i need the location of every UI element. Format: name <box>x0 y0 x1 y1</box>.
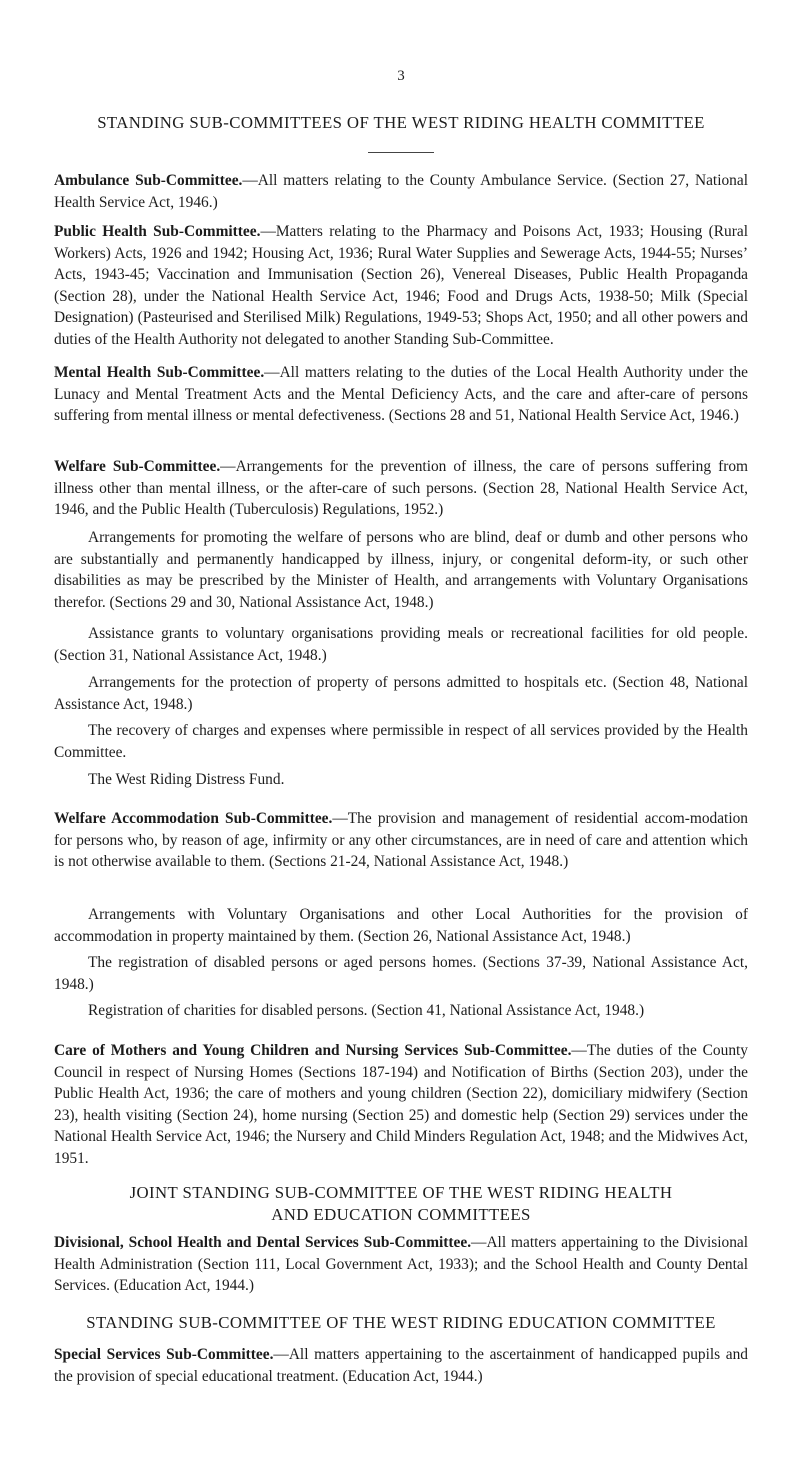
paragraph-registration-homes: The registration of disabled persons or aged persons homes. (Sections 37-39, National Assistance Act, 1948.) <box>54 954 748 993</box>
heading-health-committee: STANDING SUB-COMMITTEES OF THE WEST RIDING HEALTH COMMITTEE <box>97 113 705 132</box>
paragraph-mental-health: Mental Health Sub-Committee.—All matters relating to the duties of the Local Health Authority under the Lunacy and Mental Treatment Acts and the Mental Deficiency Acts, and the care and after-care of persons suffering from mental illness or mental defectiveness. (Sections 28 and 51, National Health Service Act, 1946.) <box>54 364 748 425</box>
paragraph-registration-charities: Registration of charities for disabled persons. (Section 41, National Assistance Act, 1948.) <box>88 1002 645 1019</box>
paragraph-public-health: Public Health Sub-Committee.—Matters relating to the Pharmacy and Poisons Act, 1933; Housing (Rural Workers) Acts, 1926 and 1942; Housing Act, 1936; Rural Water Supplies and Sewerage Acts, 1944-55; Nurses’ Acts, 1943-45; Vaccination and Immunisation (Section 26), Venereal Diseases, Public Health Propaganda (Section 28), under the National Health Service Act, 1946; Food and Drugs Acts, 1938-50; Milk (Special Designation) (Pasteurised and Sterilised Milk) Regulations, 1949-53; Shops Act, 1950; and all other powers and duties of the Health Authority not delegated to another Standing Sub-Committee. <box>54 223 748 348</box>
paragraph-welfare-property: Arrangements for the protection of property of persons admitted to hospitals etc. (Section 48, National Assistance Act, 1948.) <box>54 674 748 713</box>
heading-joint-committee: JOINT STANDING SUB-COMMITTEE OF THE WEST RIDING HEALTH AND EDUCATION COMMITTEES <box>129 1183 673 1224</box>
paragraph-welfare-accommodation: Welfare Accommodation Sub-Committee.—The provision and management of residential accom-modation for persons who, by reason of age, infirmity or any other circumstances, are in need of care and attention which is not otherwise available to them. (Sections 21-24, National Assistance Act, 1948.) <box>54 810 748 871</box>
paragraph-welfare-charges: The recovery of charges and expenses where permissible in respect of all services provided by the Health Committee. <box>54 722 748 761</box>
paragraph-special-services: Special Services Sub-Committee.—All matters appertaining to the ascertainment of handicapped pupils and the provision of special educational treatment. (Education Act, 1944.) <box>54 1346 748 1385</box>
paragraph-divisional-school-health: Divisional, School Health and Dental Services Sub-Committee.—All matters appertaining to the Divisional Health Administration (Section 111, Local Government Act, 1933); and the School Health and County Dental Services. (Education Act, 1944.) <box>54 1234 748 1295</box>
paragraph-welfare: Welfare Sub-Committee.—Arrangements for the prevention of illness, the care of persons suffering from illness other than mental illness, or the after-care of such persons. (Section 28, National Health Service Act, 1946, and the Public Health (Tuberculosis) Regulations, 1952.) <box>54 458 748 519</box>
section-divider <box>368 152 434 153</box>
paragraph-welfare-blind-deaf: Arrangements for promoting the welfare of persons who are blind, deaf or dumb and other persons who are substantially and permanently handicapped by illness, injury, or congenital deform-ity, or such other disabilities as may be prescribed by the Minister of Health, and arrangements with Voluntary Organisations therefor. (Sections 29 and 30, National Assistance Act, 1948.) <box>54 529 748 611</box>
paragraph-accommodation-voluntary: Arrangements with Voluntary Organisations and other Local Authorities for the provision of accommodation in property maintained by them. (Section 26, National Assistance Act, 1948.) <box>54 906 748 945</box>
paragraph-distress-fund: The West Riding Distress Fund. <box>88 771 285 788</box>
heading-education-committee: STANDING SUB-COMMITTEE OF THE WEST RIDING EDUCATION COMMITTEE <box>86 1313 716 1332</box>
page-number: 3 <box>397 68 405 84</box>
paragraph-ambulance: Ambulance Sub-Committee.—All matters relating to the County Ambulance Service. (Section 27, National Health Service Act, 1946.) <box>54 172 748 211</box>
paragraph-welfare-grants: Assistance grants to voluntary organisations providing meals or recreational facilities for old people. (Section 31, National Assistance Act, 1948.) <box>54 625 748 664</box>
paragraph-mothers-children: Care of Mothers and Young Children and Nursing Services Sub-Committee.—The duties of the County Council in respect of Nursing Homes (Sections 187-194) and Notification of Births (Section 203), under the Public Health Act, 1936; the care of mothers and young children (Section 22), domiciliary midwifery (Section 23), health visiting (Section 24), home nursing (Section 25) and domestic help (Section 29) services under the National Health Service Act, 1946; the Nursery and Child Minders Regulation Act, 1948; and the Midwives Act, 1951. <box>54 1042 748 1167</box>
